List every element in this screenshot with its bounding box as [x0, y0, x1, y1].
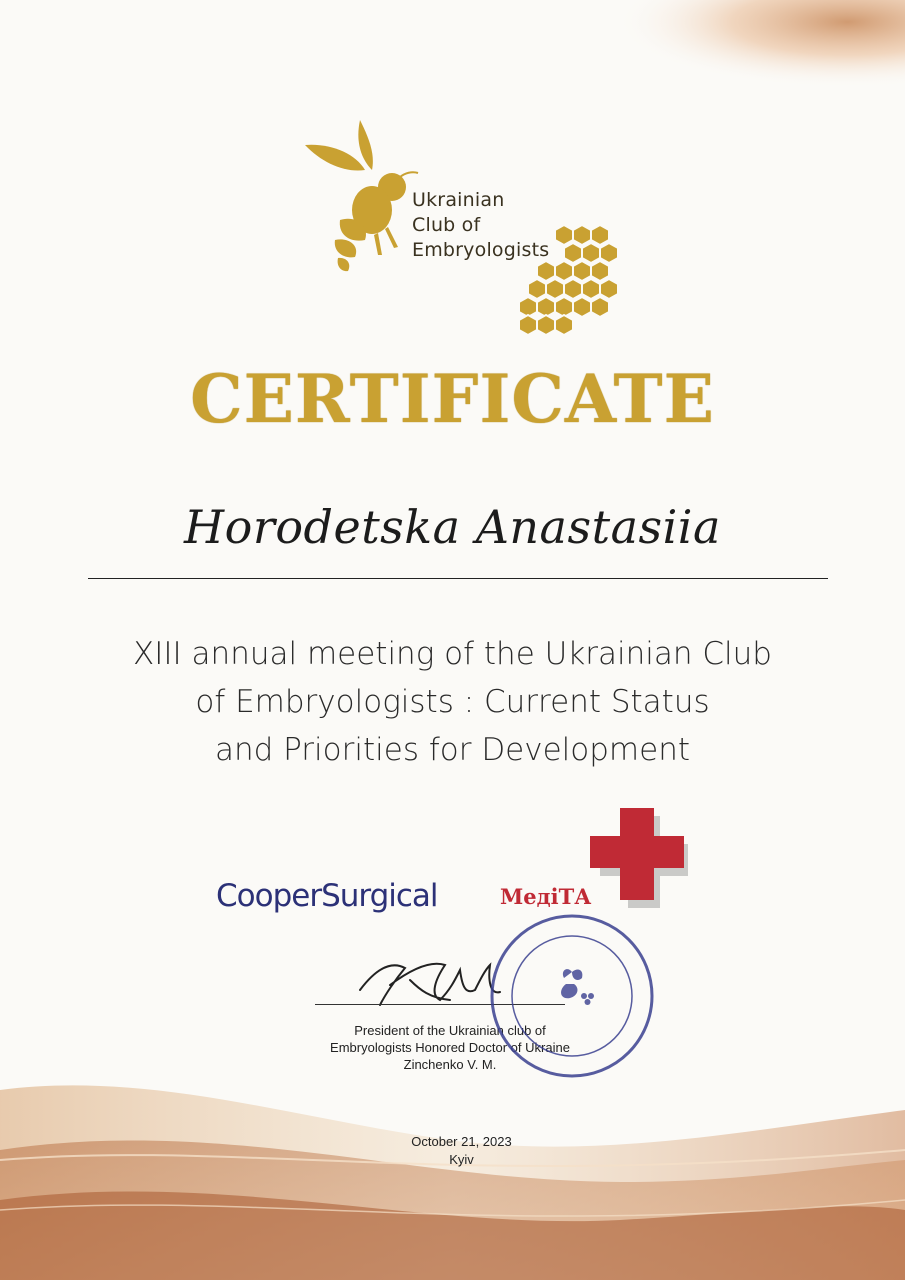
official-stamp-icon [488, 912, 656, 1080]
name-underline [88, 578, 828, 579]
coopersurgical-logo: CooperSurgical [216, 878, 438, 914]
event-line-1: XIII annual meeting of the Ukrainian Club [133, 636, 772, 672]
logo-text [412, 188, 549, 263]
certificate-city: Kyiv [449, 1152, 474, 1167]
event-description [90, 630, 815, 774]
signer-line-2: Embryologists Honored Doctor of Ukraine [330, 1040, 570, 1055]
medical-cross-icon [588, 808, 696, 910]
signer-line-3: Zinchenko V. M. [403, 1057, 497, 1072]
logo-line-3: Embryologists [412, 239, 550, 261]
bottom-decoration [0, 1060, 905, 1280]
logo-line-2: Club of [412, 214, 481, 236]
event-line-2: of Embryologists : Current Status [195, 684, 710, 720]
certificate-title: CERTIFICATE [190, 360, 715, 438]
recipient-name: Horodetska Anastasiia [184, 500, 721, 554]
certificate-date: October 21, 2023 [411, 1134, 512, 1149]
logo-line-1: Ukrainian [412, 189, 505, 211]
event-line-3: and Priorities for Development [214, 732, 691, 768]
signer-line-1: President of the Ukrainian club of [354, 1023, 546, 1038]
footer [0, 1133, 905, 1169]
top-decoration [0, 0, 905, 120]
medita-logo: МедіТА [500, 884, 592, 909]
